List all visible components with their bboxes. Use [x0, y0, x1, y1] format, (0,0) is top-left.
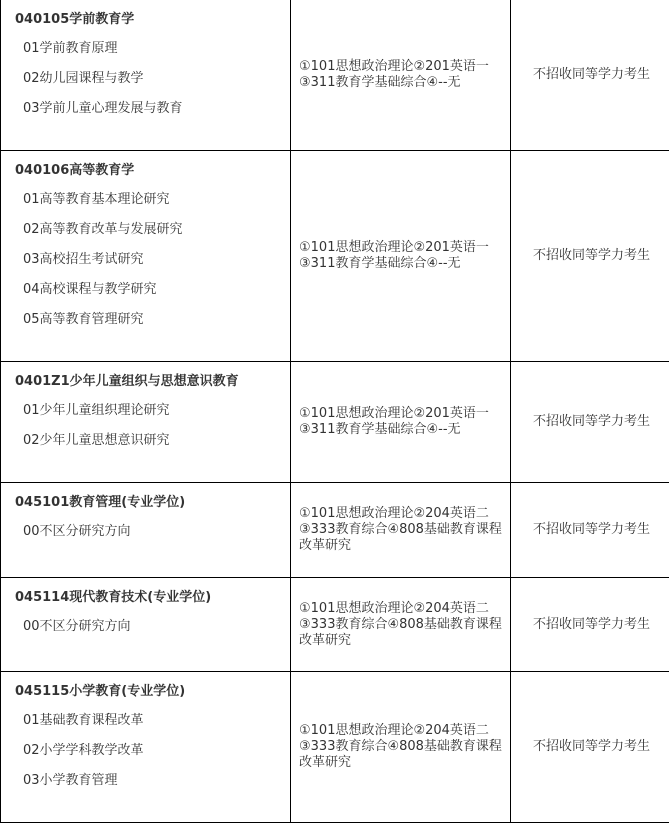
direction-item: 02少年儿童思想意识研究 [15, 432, 290, 450]
table-row [1, 0, 669, 151]
direction-item: 02幼儿园课程与教学 [15, 70, 290, 88]
major-title: 0401Z1少年儿童组织与思想意识教育 [15, 373, 290, 390]
major-cell [1, 578, 291, 672]
major-title: 045114现代教育技术(专业学位) [15, 589, 290, 606]
direction-item: 02高等教育改革与发展研究 [15, 221, 290, 239]
major-cell [1, 151, 291, 362]
admission-note: 不招收同等学力考生 [533, 617, 669, 633]
major-title: 045101教育管理(专业学位) [15, 494, 290, 511]
direction-item: 03学前儿童心理发展与教育 [15, 100, 290, 118]
major-title: 045115小学教育(专业学位) [15, 683, 290, 700]
direction-item: 00不区分研究方向 [15, 523, 290, 541]
exam-subjects: ①101思想政治理论②201英语一③311教育学基础综合④--无 [299, 59, 502, 91]
exam-cell [291, 578, 511, 672]
admission-note: 不招收同等学力考生 [533, 248, 669, 264]
direction-item: 03高校招生考试研究 [15, 251, 290, 269]
note-cell [511, 0, 669, 151]
admission-note: 不招收同等学力考生 [533, 739, 669, 755]
table-row [1, 362, 669, 483]
admission-note: 不招收同等学力考生 [533, 67, 669, 83]
exam-subjects: ①101思想政治理论②201英语一③311教育学基础综合④--无 [299, 406, 502, 438]
direction-item: 01基础教育课程改革 [15, 712, 290, 730]
major-title: 040106高等教育学 [15, 162, 290, 179]
note-cell [511, 362, 669, 483]
exam-subjects: ①101思想政治理论②201英语一③311教育学基础综合④--无 [299, 240, 502, 272]
table-row [1, 672, 669, 823]
direction-item: 05高等教育管理研究 [15, 311, 290, 329]
table-row [1, 483, 669, 578]
exam-cell [291, 0, 511, 151]
exam-cell [291, 362, 511, 483]
direction-item: 01高等教育基本理论研究 [15, 191, 290, 209]
exam-cell [291, 151, 511, 362]
admission-note: 不招收同等学力考生 [533, 414, 669, 430]
admission-note: 不招收同等学力考生 [533, 522, 669, 538]
note-cell [511, 483, 669, 578]
direction-item: 03小学教育管理 [15, 772, 290, 790]
exam-subjects: ①101思想政治理论②204英语二③333教育综合④808基础教育课程改革研究 [299, 506, 502, 554]
major-title: 040105学前教育学 [15, 11, 290, 28]
note-cell [511, 672, 669, 823]
direction-item: 02小学学科教学改革 [15, 742, 290, 760]
major-cell [1, 362, 291, 483]
note-cell [511, 151, 669, 362]
direction-item: 01少年儿童组织理论研究 [15, 402, 290, 420]
note-cell [511, 578, 669, 672]
major-cell [1, 0, 291, 151]
major-cell [1, 483, 291, 578]
direction-item: 04高校课程与教学研究 [15, 281, 290, 299]
table-row [1, 151, 669, 362]
exam-subjects: ①101思想政治理论②204英语二③333教育综合④808基础教育课程改革研究 [299, 723, 502, 771]
table-row [1, 578, 669, 672]
exam-cell [291, 672, 511, 823]
major-cell [1, 672, 291, 823]
direction-item: 01学前教育原理 [15, 40, 290, 58]
direction-item: 00不区分研究方向 [15, 618, 290, 636]
exam-subjects: ①101思想政治理论②204英语二③333教育综合④808基础教育课程改革研究 [299, 601, 502, 649]
exam-cell [291, 483, 511, 578]
